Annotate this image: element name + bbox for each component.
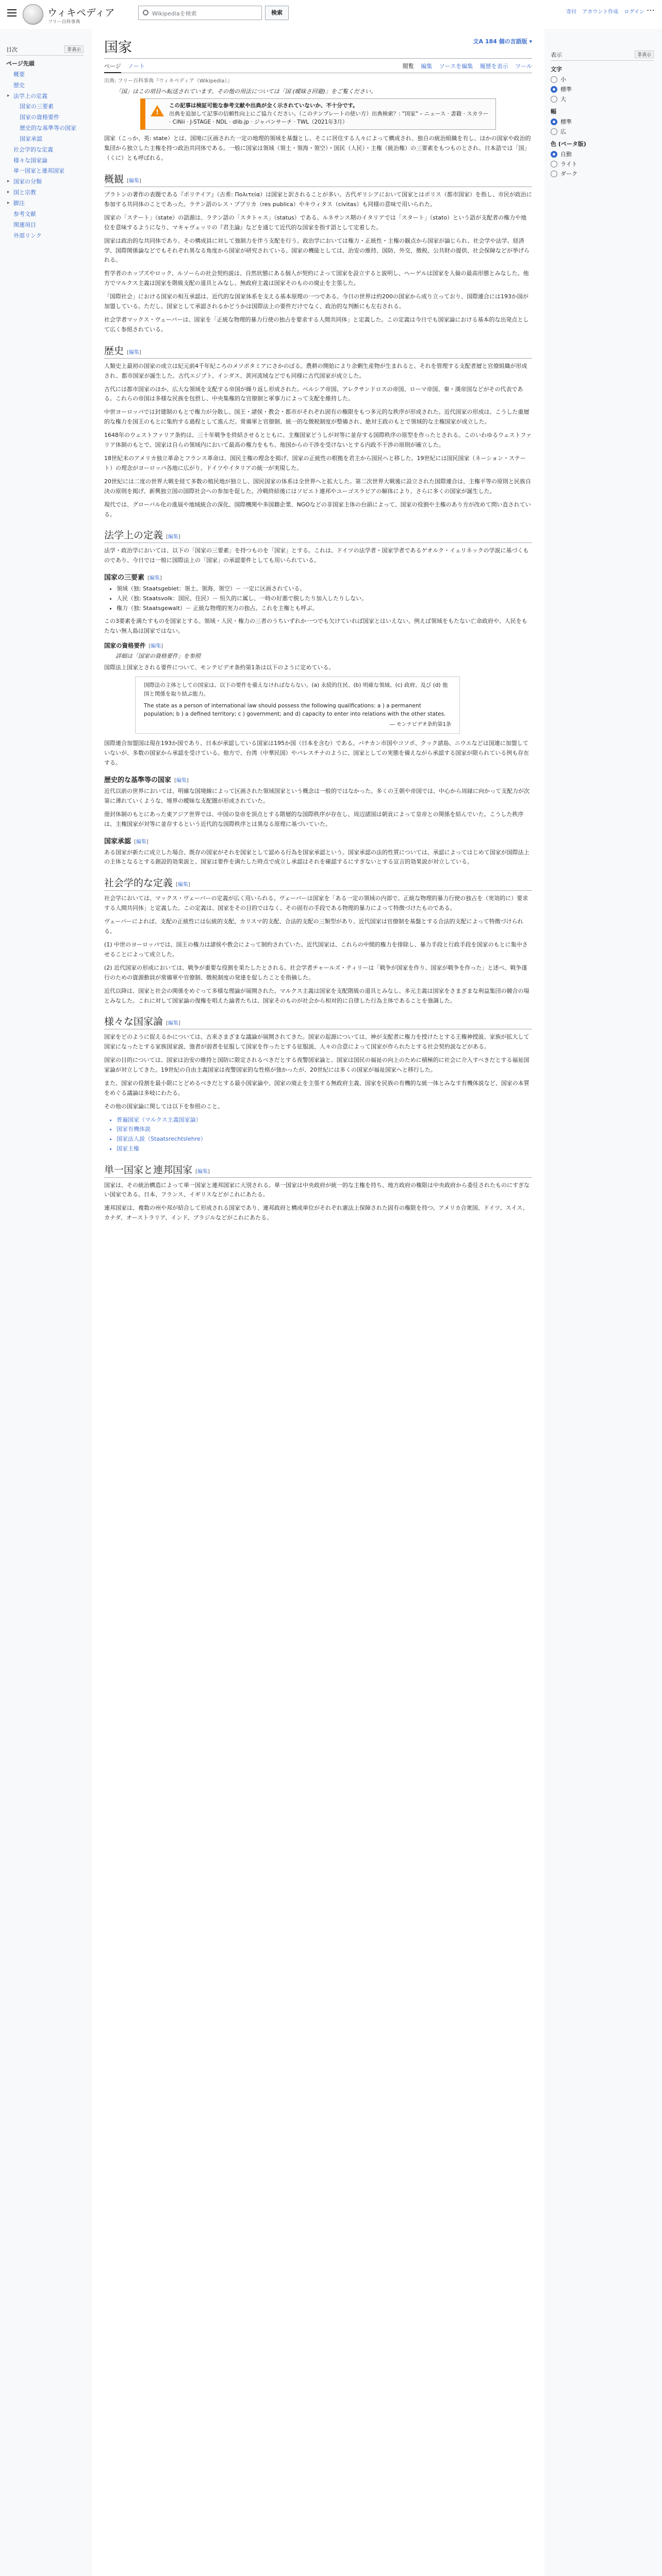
create-account-link[interactable]: アカウント作成 [582, 9, 619, 15]
toc-item-label: 参考文献 [13, 210, 36, 217]
edit-link[interactable]: [編集] [127, 349, 141, 355]
paragraph: ある国家が新たに成立した場合、既存の国家がそれを国家として認める行為を国家承認という。国家承認の法的性質については、承認によってはじめて国家が国際法上の主体となるとする創設的効果説と、国家は要件を満たした時点で成立し承認はそれを確認するにすぎないとする宣言的効果説が対立している。 [104, 849, 529, 866]
width-standard[interactable] [551, 117, 654, 126]
paragraph: 「国際社会」における国家の相互承認は、近代的な国家体系を支える基本原理の一つである。今日の世界は約200の国家から成り立っており、国際連合には193か国が加盟している。ただし、国家として承認されるかどうかは国際法上の要件だけでなく、政治的な判断にも左右される。 [104, 293, 528, 310]
toc-header [6, 45, 84, 56]
toc-item[interactable] [6, 231, 84, 242]
option-label: 大 [560, 96, 566, 103]
subsection-heading [104, 641, 532, 650]
edit-link[interactable]: [編集] [127, 178, 141, 184]
toc-item[interactable] [6, 220, 84, 231]
login-link[interactable]: ログイン [624, 9, 644, 15]
hatnote: 詳細は「国家の資格要件」を参照 [115, 653, 201, 660]
edit-link[interactable]: [編集] [174, 777, 189, 784]
edit-link[interactable]: [編集] [148, 643, 163, 650]
article-content [92, 29, 544, 2576]
edit-link[interactable]: [編集] [166, 534, 180, 540]
paragraph: 近代以降は、国家と社会の関係をめぐって多様な理論が展開された。マルクス主義は国家を支配階級の道具とみなし、多元主義は国家をさまざまな利益集団の競合の場とみなした。これに対して国家論の復権を唱えた論者たちは、国家そのものが社会から相対的に自律した行為主体であることを強調した。 [104, 987, 529, 1004]
section-heading [104, 343, 532, 359]
edit-label[interactable]: 編集 [149, 575, 160, 582]
radio-icon [551, 171, 557, 177]
paragraph: (2) 近代国家の形成においては、戦争が重要な役割を果たしたとされる。社会学者チャールズ・ティリーは「戦争が国家を作り、国家が戦争を作った」と述べ、戦争遂行のための資源動員が常備軍や官僚制、徴税制度の発達を促したことを指摘した。 [104, 964, 527, 981]
main-menu-icon[interactable] [7, 9, 16, 16]
paragraph: 冊封体制のもとにあった東アジア世界では、中国の皇帝を頂点とする階層的な国際秩序が存在し、周辺諸国は朝貢によって皇帝との関係を結んでいた。こうした秩序は、主権国家が対等に並存するという近代的な国際秩序とは異なる原理に基づいていた。 [104, 810, 524, 827]
section-title: 法学上の定義 [104, 530, 163, 541]
option-label: 自動 [560, 151, 572, 158]
radio-selected-icon [551, 118, 557, 125]
section-heading-law [104, 528, 532, 543]
section-heading-unitary [104, 1162, 532, 1178]
toc-hide-button[interactable]: 非表示 [64, 45, 84, 53]
quote-japanese: 国際法の主体としての国家は、以下の要件を備えなければならない。(a) 永続的住民、(b) 明確な領域、(c) 政府、及び (d) 他国と関係を取り結ぶ能力。 [144, 682, 448, 697]
three-elements-list [104, 584, 532, 613]
edit-label[interactable]: 編集 [151, 643, 161, 650]
toc-item[interactable] [6, 70, 84, 80]
toc-item-label: 脚注 [13, 199, 25, 207]
list-item-link[interactable]: • 国家法人説（Staatsrechtslehre） [117, 1134, 532, 1144]
text-size-large[interactable] [551, 95, 654, 103]
section-heading-theories [104, 1014, 532, 1029]
toc-item-label: 法学上の定義 [13, 92, 47, 99]
toc-item-label: 社会学的な定義 [13, 146, 53, 153]
subsection-title: 国家承認 [104, 837, 131, 845]
site-name[interactable]: ウィキペディア [47, 7, 115, 19]
quote-source: ― モンテビデオ条約第1条 [389, 722, 451, 728]
paragraph: 哲学者のホッブズやロック、ルソーらの社会契約説は、自然状態にある個人が契約によって国家を設立すると説明し、ヘーゲルは国家を人倫の最高形態とみなした。他方でマルクス主義は国家を階級支配の道具とみなし、無政府主義は国家そのものの廃止を主張した。 [104, 270, 529, 287]
subsection-title: 歴史的な基準等の国家 [104, 776, 172, 784]
paragraph: また、国家の役割を最小限にとどめるべきだとする最小国家論や、国家の廃止を主張する無政府主義、国家を民族の有機的な統一体とみなす有機体説など、国家の本質をめぐる議論は多岐にわたる。 [104, 1080, 529, 1096]
toc-item[interactable] [6, 166, 84, 177]
tab-read[interactable]: 閲覧 [402, 63, 414, 70]
edit-label[interactable]: 編集 [168, 1021, 178, 1027]
paragraph: 1648年のウェストファリア条約は、三十年戦争を終結させるとともに、主権国家どうしが対等に並存する国際秩序の原型を作ったとされる。このいわゆるウェストファリア体制のもとで、国家は自らの領域内において最高の権力をもち、他国からの干渉を受けないとする内政不干渉の原則が確立した。 [104, 432, 532, 449]
radio-icon [551, 96, 557, 103]
toc-item[interactable] [6, 177, 84, 188]
edit-label[interactable]: 編集 [136, 839, 146, 845]
toc-item-label: 歴史的な基準等の国家 [20, 125, 76, 132]
paragraph: 国家の「ステート」（state）の語源は、ラテン語の「スタトゥス」（status）である。ルネサンス期のイタリアでは「スタート」（stato）という語が支配者の権力や地位を意味するようになり、マキャヴェッリの『君主論』などを通じて近代的な国家を指す語として定着した。 [104, 214, 527, 231]
subsection-heading [104, 572, 532, 582]
toc-item[interactable] [6, 145, 84, 156]
paragraph: 連邦国家は、複数の州や邦が結合して形成される国家であり、連邦政府と構成単位がそれぞれ憲法上保障された固有の権限を持つ。アメリカ合衆国、ドイツ、スイス、カナダ、オーストラリア、インド、ブラジルなどがこれにあたる。 [104, 1205, 528, 1222]
width-wide[interactable] [551, 127, 654, 135]
toc-item-label: 外部リンク [13, 232, 42, 239]
paragraph: 人類史上最初の国家の成立は紀元前4千年紀ころのメソポタミアにさかのぼる。農耕の開始により余剰生産物が生まれると、それを管理する支配者層と官僚組織が形成され、都市国家が誕生した。古代エジプト、インダス、黄河流域などでも同様に古代国家が成立した。 [104, 362, 527, 379]
language-count: 184 個の言語版 [485, 38, 527, 45]
edit-link[interactable]: [編集] [147, 575, 162, 582]
section-title: 単一国家と連邦国家 [104, 1164, 193, 1176]
toc-item[interactable] [6, 156, 84, 166]
edit-label[interactable]: 編集 [176, 777, 187, 784]
option-label: 広 [560, 128, 566, 135]
search-icon [143, 10, 148, 15]
paragraph: 法学・政治学においては、以下の「国家の三要素」を持つものを「国家」とする。これは、ドイツの法学者・国家学者であるゲオルク・イェリネックの学説に基づくものであり、今日では一般に国際法上の「国家」の承認要件としても用いられている。 [104, 547, 529, 564]
subsection-heading [104, 774, 532, 784]
theory-links-list [104, 1115, 532, 1154]
option-label: 標準 [560, 118, 572, 125]
option-label: ダーク [560, 171, 577, 177]
toc-item[interactable] [6, 123, 84, 134]
paragraph: 現代では、グローバル化の進展や地域統合の深化、国際機関や多国籍企業、NGOなどの非国家主体の台頭によって、国家の役割や主権のあり方が改めて問い直されている。 [104, 501, 531, 518]
toc-title: 目次 [6, 46, 18, 53]
site-header [0, 0, 662, 29]
page-tabs [104, 61, 532, 73]
toc-toggle-icon[interactable]: ▸ [7, 179, 10, 184]
more-options-icon[interactable]: ⋯ [647, 5, 655, 15]
paragraph: 古代には都市国家のほか、広大な領域を支配する帝国が繰り返し形成された。ペルシア帝国、アレクサンドロスの帝国、ローマ帝国、秦・漢帝国などがその代表である。これらの帝国は多様な民族を包摂し、中央集権的な官僚制と軍事力によって支配を維持した。 [104, 385, 523, 402]
option-label: 標準 [560, 86, 572, 93]
radio-selected-icon [551, 151, 557, 158]
section-title: 概観 [104, 173, 124, 185]
edit-link[interactable]: [編集] [166, 1021, 180, 1027]
toc-item[interactable] [6, 112, 84, 123]
appearance-panel [551, 45, 654, 179]
edit-label[interactable]: 編集 [128, 349, 139, 355]
paragraph: 国家は、その統治構造によって単一国家と連邦国家に大別される。単一国家は中央政府が統一的な主権を持ち、地方政府の権限は中央政府から委任されたものにすぎない国家である。日本、フランス、イギリスなどがこれにあたる。 [104, 1181, 529, 1198]
toc-item[interactable] [6, 59, 84, 70]
toc-item[interactable] [6, 101, 84, 112]
warning-icon [151, 105, 164, 116]
option-label: 小 [560, 76, 566, 83]
search-placeholder: Wikipediaを検索 [152, 10, 197, 17]
tab-talk[interactable]: ノート [128, 63, 145, 70]
paragraph: その他の国家論に関しては以下を参照のこと。 [104, 1103, 223, 1110]
wikipedia-logo[interactable] [23, 4, 43, 25]
edit-label[interactable]: 編集 [168, 534, 178, 540]
subsection-title: 国家の資格要件 [104, 642, 146, 650]
paragraph: 20世紀には二度の世界大戦を経て多数の植民地が独立し、国民国家の体系は全世界へと拡大した。第二次世界大戦後に設立された国際連合は、主権平等の原則と民族自決の原則を掲げ、新興独立国の国際社会への参加を促した。冷戦終結後にはソビエト連邦やユーゴスラビアの解体により、さらに多くの国家が誕生した。 [104, 478, 531, 495]
paragraph: ヴェーバーによれば、支配の正統性には伝統的支配、カリスマ的支配、合法的支配の三類型があり、近代国家は官僚制を基盤とする合法的支配によって特徴づけられる。 [104, 918, 523, 935]
section-title: 歴史 [104, 345, 124, 357]
citation-warning-box [140, 98, 496, 130]
quote-english: The state as a person of international law should possess the following qualifications: a ) a permanent population; b ) a defined territory; c ) government; and d) capacity to enter into relations with the other states. [144, 702, 446, 718]
toc-item-label: 国家承認 [20, 135, 42, 142]
toc-item-label: 様々な国家論 [13, 157, 47, 164]
width-label: 幅 [551, 108, 556, 115]
hatnote: 「国」はこの項目へ転送されています。その他の用法については「国 (曖昧さ回避)」をご覧ください。 [115, 88, 376, 95]
appearance-header [551, 50, 654, 61]
search-input[interactable] [138, 6, 262, 20]
toc-item-label: 国家の資格要件 [20, 114, 59, 121]
edit-label[interactable]: 編集 [177, 882, 188, 888]
paragraph: 中世ヨーロッパでは封建制のもとで権力が分散し、国王・諸侯・教会・都市がそれぞれ固有の権限をもつ多元的な秩序が形成された。近代国家の形成は、こうした重層的な権力を国王のもとに集約する過程として進んだ。常備軍と官僚制、統一的な徴税制度が整備され、絶対王政のもとで領域的な主権国家が成立した。 [104, 409, 529, 426]
color-dark[interactable] [551, 170, 654, 178]
color-auto[interactable] [551, 150, 654, 158]
radio-icon [551, 128, 557, 135]
text-size-standard[interactable] [551, 85, 654, 93]
tab-history[interactable]: 履歴を表示 [479, 63, 508, 70]
list-item: • 人民（独: Staatsvolk：国民、住民）－ 恒久的に属し、一時の好悪で脱したり加入したりしない。 [117, 594, 532, 604]
list-item-link[interactable]: • 普遍国家（マルクス主義国家論） [117, 1115, 532, 1125]
toc-item-label: 関連項目 [13, 221, 36, 228]
toc-item-label: 概要 [13, 71, 25, 78]
lead-paragraph: 国家（こっか、英: state）とは、国境に区画された一定の地理的領域を基盤とし、そこに居住する人々によって構成され、独自の統治組織を有し、ほかの国家や政治的集団から独立した主権を持つ政治共同体である。一般に国家は領域（領土・領海・領空）・国民（人民）・主権（統治権）の三要素をもつものとされ、日本語では「国」（くに）とも呼ばれる。 [104, 135, 531, 162]
section-title: 社会学的な定義 [104, 877, 173, 889]
tab-edit-source[interactable]: ソースを編集 [439, 63, 473, 70]
subsection-title: 国家の三要素 [104, 574, 145, 582]
table-of-contents [6, 45, 84, 241]
paragraph: 18世紀末のアメリカ独立革命とフランス革命は、国民主権の理念を掲げ、国家の正統性の根拠を君主から国民へと移した。19世紀には国民国家（ネーション・ステート）の理念がヨーロッパ各地に広がり、ドイツやイタリアの統一が実現した。 [104, 455, 526, 471]
appearance-hide-button[interactable]: 非表示 [635, 50, 654, 58]
article-sections [104, 172, 532, 519]
section-title: 様々な国家論 [104, 1016, 163, 1028]
toc-list [6, 59, 84, 241]
language-button[interactable]: 文A 184 個の言語版 ▾ [473, 38, 532, 45]
article-source-note: 出典: フリー百科事典『ウィキペディア（Wikipedia）』 [104, 78, 233, 84]
ambox-title: この記事は検証可能な参考文献や出典が全く示されていないか、不十分です。 [169, 103, 358, 109]
radio-icon [551, 76, 557, 83]
ambox-body: 出典を追加して記事の信頼性向上にご協力ください。（このテンプレートの使い方）出典検索？: "国家" – ニュース · 書籍 · スカラー · CiNii · J-STAGE · NDL · dlib.jp · ジャパンサーチ · TWL（2021年3月） [169, 110, 489, 125]
section-heading-socio [104, 875, 532, 891]
paragraph: 国家は政治的な共同体であり、その構成員に対して強制力を伴う支配を行う。政治学においては権力・正統性・主権の観点から国家が論じられ、社会学や法学、経済学、国際関係論などでもそれぞれ異なる角度から国家が研究されている。国家の機能としては、治安の維持、国防、外交、徴税、公共財の提供、社会保障などが挙げられる。 [104, 237, 529, 264]
edit-label[interactable]: 編集 [128, 178, 139, 184]
color-light[interactable] [551, 160, 654, 168]
toc-item-label: 国と宗教 [13, 189, 36, 196]
text-size-small[interactable] [551, 75, 654, 83]
list-item: • 権力（独: Staatsgewalt）－ 正統な物理的実力の独占。これを主権とも呼ぶ。 [117, 604, 532, 614]
radio-selected-icon [551, 86, 557, 93]
site-tagline: フリー百科事典 [48, 20, 80, 25]
paragraph: 国家をどのように捉えるかについては、古来さまざまな議論が展開されてきた。国家の起源については、神が支配者に権力を授けたとする王権神授説、家族が拡大して国家になったとする家族国家説、強者が弱者を征服して国家を作ったとする征服説、人々の合意によって国家が作られたとする社会契約説などがある。 [104, 1033, 529, 1050]
toc-item[interactable] [6, 209, 84, 220]
radio-icon [551, 161, 557, 167]
toc-item-label: 国家の三要素 [20, 103, 54, 110]
toc-item[interactable] [6, 198, 84, 209]
paragraph: (1) 中世のヨーロッパでは、国王の権力は諸侯や教会によって制約されていた。近代国家は、これらの中間的権力を排除し、暴力手段と行政手段を国家のもとに集中させることによって成立した。 [104, 941, 528, 958]
toc-item[interactable] [6, 134, 84, 145]
toc-item-label: 単一国家と連邦国家 [13, 167, 64, 175]
toc-item-label: 歴史 [13, 81, 25, 89]
toc-toggle-icon[interactable]: ▸ [7, 200, 10, 206]
appearance-title: 表示 [551, 52, 562, 58]
edit-link[interactable]: [編集] [176, 882, 190, 888]
donate-link[interactable]: 寄付 [566, 9, 577, 15]
blockquote [135, 676, 460, 734]
search-button[interactable]: 検索 [265, 6, 289, 20]
paragraph: 国際法上国家とされる要件について、モンテビデオ条約第1条は以下のように定めている。 [104, 664, 335, 671]
color-label: 色 (ベータ版) [551, 141, 586, 147]
page-title: 国家 [104, 36, 532, 59]
paragraph: プラトンの著作の表題である『ポリテイア』（古希: Πολιτεία）は国家と訳されることが多い。古代ギリシアにおいて国家とはポリス（都市国家）を指し、市民が政治に参加する共同体のことであった。ラテン語のレス・プブリカ（res publica）やキウィタス（civitas）も同様の意味で用いられた。 [104, 191, 532, 208]
paragraph: 社会学者マックス・ヴェーバーは、国家を「正統な物理的暴力行使の独占を要求する人間共同体」と定義した。この定義は今日でも国家論における基本的な出発点として広く参照されている。 [104, 316, 529, 333]
paragraph: この3要素を満たすものを国家とする。領域・人民・権力の三者のうちいずれか一つでも欠けていれば国家とはいえない。例えば領域をもたない亡命政府や、人民をもたない無人島は国家ではない。 [104, 618, 527, 635]
toc-item[interactable] [6, 188, 84, 198]
paragraph: 国家の目的については、国家は治安の維持と国防に限定されるべきだとする夜警国家論と、国家は国民の福祉の向上のために積極的に社会に介入すべきだとする福祉国家論が対立してきた。19世紀の自由主義国家は夜警国家的な性格が強かったが、20世紀には多くの国家が福祉国家へと移行した。 [104, 1057, 529, 1074]
toc-item[interactable] [6, 91, 84, 102]
tab-edit[interactable]: 編集 [421, 63, 433, 70]
personal-tools [562, 7, 644, 15]
list-item-link[interactable]: • 国家有機体説 [117, 1125, 532, 1134]
paragraph: 近代以前の世界においては、明確な国境線によって区画された領域国家という概念は一般的ではなかった。多くの王朝や帝国では、中心から周縁に向かって支配力が次第に薄れていくような、境界の曖昧な支配圏が形成されていた。 [104, 787, 529, 804]
list-item: • 領域（独: Staatsgebiet：領土、領海、領空）－ 一定に区画されている。 [117, 584, 532, 594]
toc-toggle-icon[interactable]: ▸ [7, 93, 10, 98]
edit-link[interactable]: [編集] [134, 839, 148, 845]
toc-item-label: ページ先頭 [6, 60, 35, 67]
edit-label[interactable]: 編集 [197, 1168, 208, 1175]
option-label: ライト [560, 161, 577, 167]
toc-item[interactable] [6, 80, 84, 91]
tab-page[interactable]: ページ [104, 61, 121, 73]
toc-toggle-icon[interactable]: ▸ [7, 190, 10, 195]
tab-tools[interactable]: ツール [515, 63, 532, 70]
edit-link[interactable]: [編集] [195, 1168, 210, 1175]
paragraph: 国際連合加盟国は現在193か国であり、日本が承認している国家は195か国（日本を含む）である。バチカン市国やコソボ、クック諸島、ニウエなどは国連に加盟していないが、多数の国家から承認を受けている。他方で、台湾（中華民国）やパレスチナのように、国家としての実態を備えながら承認する国家が限られている例も存在する。 [104, 740, 529, 767]
subsection-heading [104, 836, 532, 845]
paragraph: 社会学においては、マックス・ヴェーバーの定義が広く用いられる。ヴェーバーは国家を「ある一定の領域の内部で、正統な物理的暴力行使の独占を（実効的に）要求する人間共同体」と定義した。この定義は、国家をその目的ではなく、その固有の手段である物理的暴力によって特徴づけたものである。 [104, 895, 528, 912]
text-size-label: 文字 [551, 66, 562, 73]
toc-item-label: 国家の分類 [13, 178, 42, 185]
section-heading [104, 172, 532, 187]
list-item-link[interactable]: • 国家主権 [117, 1144, 532, 1154]
